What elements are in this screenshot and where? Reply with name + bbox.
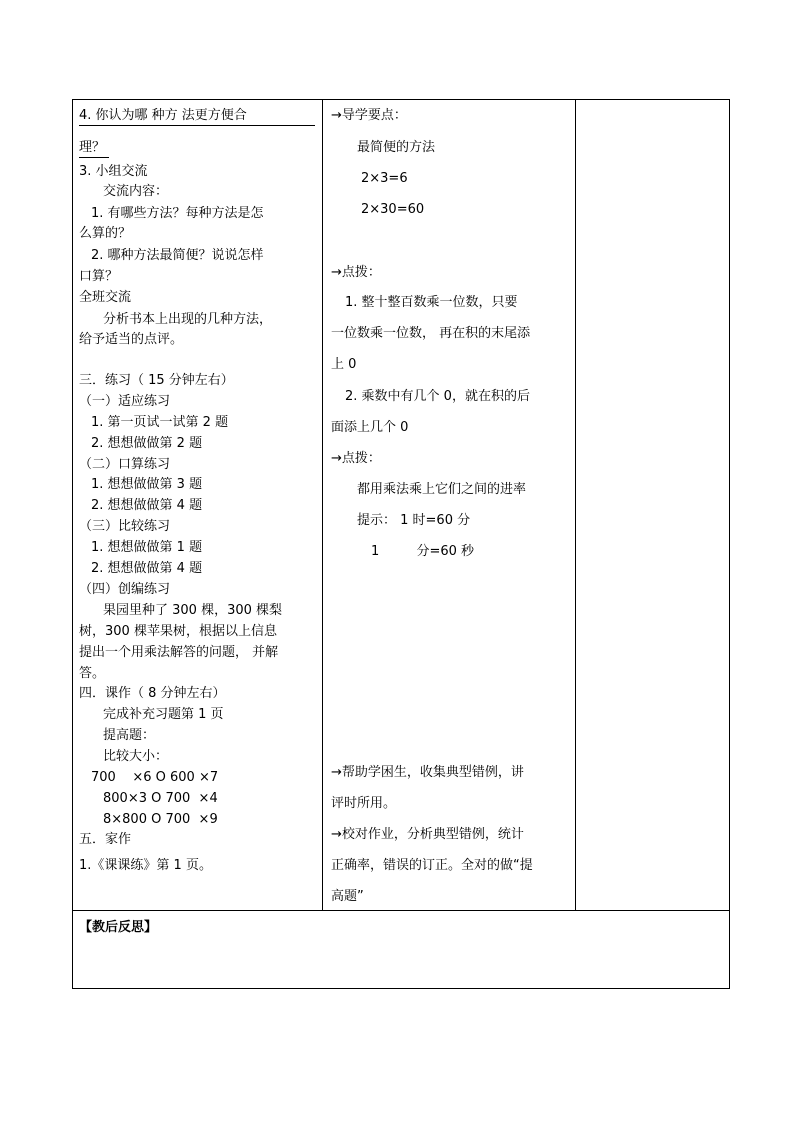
guide-1-line1: 最简便的方法	[357, 140, 436, 155]
section-3-q2: 2. 哪种方法最简便？说说怎样	[91, 248, 264, 263]
guide-2-title-text: 点拨：	[341, 265, 381, 280]
guide-2-line1: 1. 整十整百数乘一位数，只要	[345, 295, 518, 310]
guide-3-line1: 都用乘法乘上它们之间的进率	[357, 482, 527, 497]
guide-5-line1-text: 校对作业，分析典型错例，统计	[341, 827, 524, 842]
homework-item3: 比较大小：	[103, 749, 169, 764]
guide-2-line3: 上 0	[331, 357, 357, 372]
guide-5-line3: 高题”	[331, 889, 364, 904]
practice-4-line2: 树，300 棵苹果树，根据以上信息	[79, 624, 277, 639]
homework-item1: 完成补充习题第 1 页	[103, 707, 224, 722]
practice-4-line3: 提出一个用乘法解答的问题， 并解	[79, 645, 279, 660]
practice-3-item2: 2. 想想做做第 4 题	[91, 561, 203, 576]
practice-3-item1: 1. 想想做做第 1 题	[91, 540, 203, 555]
guide-2-title	[331, 264, 381, 281]
guide-4-line2: 评时所用。	[331, 796, 397, 811]
homework-item2: 提高题：	[103, 728, 156, 743]
row-divider	[72, 910, 730, 911]
practice-4-title: （四）创编练习	[79, 582, 171, 597]
guide-5-line1	[331, 826, 524, 843]
compare-line2: 800×3 O 700 ×4	[103, 791, 218, 806]
analysis-line2: 给予适当的点评。	[79, 332, 184, 347]
guide-3-line2: 提示： 1 时=60 分	[357, 513, 471, 528]
guide-4-line1-text: 帮助学困生，收集典型错例，讲	[341, 765, 524, 780]
guide-1-title-text: 导学要点：	[341, 108, 407, 123]
column-divider	[322, 99, 323, 910]
section-3-content: 交流内容：	[103, 184, 169, 199]
guide-3-title	[331, 450, 381, 467]
guide-2-line2: 一位数乘一位数， 再在积的末尾添	[331, 326, 531, 341]
practice-3-title: （三）比较练习	[79, 519, 171, 534]
question-4-line1: 4. 你认为哪 种方 法更方便合	[79, 107, 315, 126]
practice-4-line1: 果园里种了 300 棵，300 棵梨	[103, 603, 283, 618]
practice-2-item2: 2. 想想做做第 4 题	[91, 498, 203, 513]
column-divider	[575, 99, 576, 910]
section-3-q1: 1. 有哪些方法？每种方法是怎	[91, 206, 264, 221]
section-5-title: 五．家作	[79, 832, 132, 847]
compare-line3: 8×800 O 700 ×9	[103, 812, 218, 827]
arrow-right-icon: →	[331, 108, 342, 123]
arrow-right-icon: →	[331, 827, 342, 842]
reflection-label: 【教后反思】	[79, 920, 158, 935]
compare-line1: 700 ×6 O 600 ×7	[91, 770, 219, 785]
question-4-line2: 理？	[79, 139, 109, 158]
section-3-q2-cont: 口算？	[79, 269, 119, 284]
section-3-q1-cont: 么算的？	[79, 226, 132, 241]
class-discussion: 全班交流	[79, 290, 132, 305]
practice-2-item1: 1. 想想做做第 3 题	[91, 477, 203, 492]
guide-1-line3: 2×30=60	[361, 202, 425, 217]
arrow-right-icon: →	[331, 451, 342, 466]
guide-3-title-text: 点拨：	[341, 451, 381, 466]
guide-1-line2: 2×3=6	[361, 171, 408, 186]
analysis-line1: 分析书本上出现的几种方法，	[103, 312, 273, 327]
practice-2-title: （二）口算练习	[79, 457, 171, 472]
practice-1-title: （一）适应练习	[79, 394, 171, 409]
section-3-title: 3. 小组交流	[79, 164, 148, 179]
practice-4-line4: 答。	[79, 666, 106, 681]
practice-1-item2: 2. 想想做做第 2 题	[91, 436, 203, 451]
homework-title: 四．课作（ 8 分钟左右）	[79, 686, 226, 701]
practice-title: 三．练习（ 15 分钟左右）	[79, 373, 234, 388]
arrow-right-icon: →	[331, 265, 342, 280]
section-5-item1: 1.《课课练》第 1 页。	[79, 858, 212, 873]
guide-5-line2: 正确率，错误的订正。全对的做“提	[331, 858, 533, 873]
guide-2-line4: 2. 乘数中有几个 0，就在积的后	[345, 389, 530, 404]
arrow-right-icon: →	[331, 765, 342, 780]
guide-1-title	[331, 107, 407, 124]
practice-1-item1: 1. 第一页试一试第 2 题	[91, 415, 229, 430]
guide-3-line3: 1 分=60 秒	[371, 544, 475, 559]
guide-2-line5: 面添上几个 0	[331, 420, 409, 435]
guide-4-line1	[331, 764, 524, 781]
